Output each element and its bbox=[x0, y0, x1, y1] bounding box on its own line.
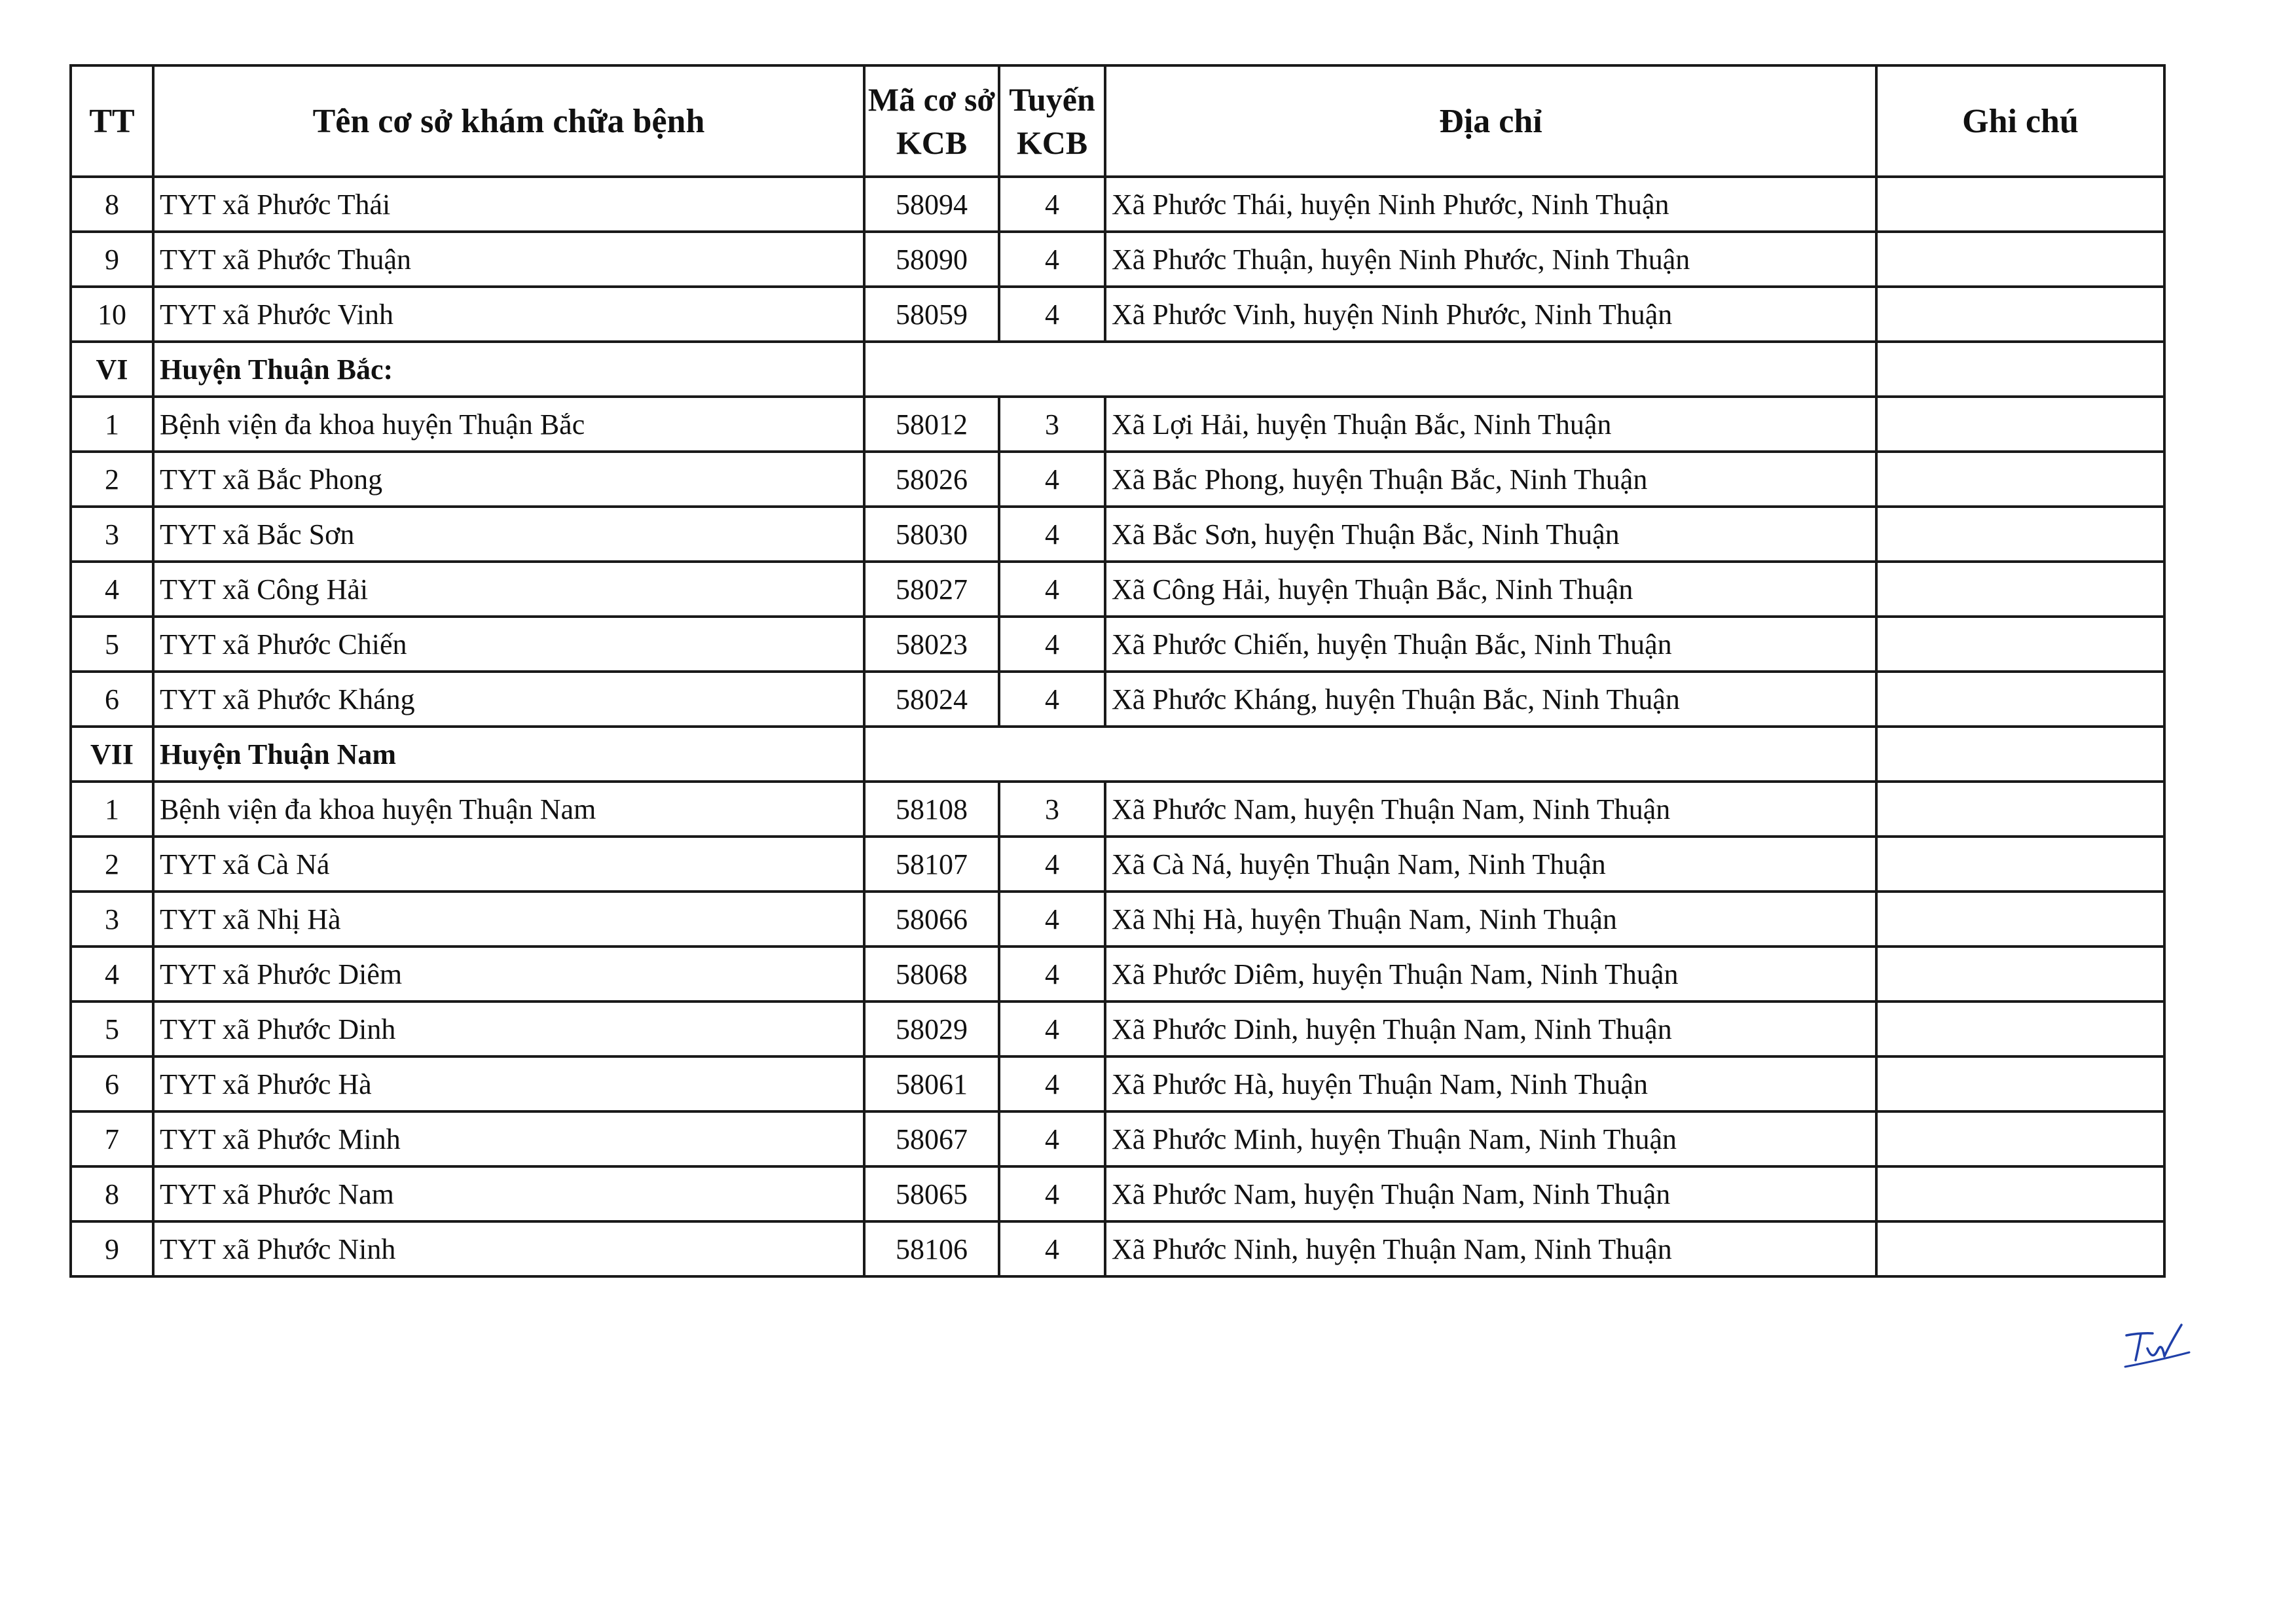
facility-name: TYT xã Cà Ná bbox=[153, 837, 864, 892]
group-blank bbox=[864, 342, 1876, 397]
row-number: 8 bbox=[71, 1166, 153, 1221]
facility-code: 58094 bbox=[864, 177, 999, 232]
handwritten-initials-icon bbox=[2121, 1316, 2200, 1375]
facility-name: Bệnh viện đa khoa huyện Thuận Nam bbox=[153, 782, 864, 837]
group-row bbox=[71, 342, 2164, 397]
table-row bbox=[71, 397, 2164, 452]
header-note: Ghi chú bbox=[1876, 65, 2164, 177]
facility-address: Xã Phước Chiến, huyện Thuận Bắc, Ninh Thuận bbox=[1105, 617, 1876, 672]
facility-code: 58012 bbox=[864, 397, 999, 452]
row-number: 4 bbox=[71, 947, 153, 1001]
facility-address: Xã Công Hải, huyện Thuận Bắc, Ninh Thuận bbox=[1105, 562, 1876, 617]
row-number: 3 bbox=[71, 892, 153, 947]
facility-address: Xã Bắc Sơn, huyện Thuận Bắc, Ninh Thuận bbox=[1105, 507, 1876, 562]
facility-name: TYT xã Phước Nam bbox=[153, 1166, 864, 1221]
facility-code: 58059 bbox=[864, 287, 999, 342]
header-facility-code: Mã cơ sở KCB bbox=[864, 65, 999, 177]
table-row bbox=[71, 1166, 2164, 1221]
table-row bbox=[71, 1056, 2164, 1111]
row-number: 10 bbox=[71, 287, 153, 342]
row-number: 4 bbox=[71, 562, 153, 617]
facility-address: Xã Phước Hà, huyện Thuận Nam, Ninh Thuận bbox=[1105, 1056, 1876, 1111]
facility-name: TYT xã Phước Minh bbox=[153, 1111, 864, 1166]
facility-address: Xã Lợi Hải, huyện Thuận Bắc, Ninh Thuận bbox=[1105, 397, 1876, 452]
row-number: 9 bbox=[71, 232, 153, 287]
facility-address: Xã Phước Minh, huyện Thuận Nam, Ninh Thuận bbox=[1105, 1111, 1876, 1166]
row-number: 6 bbox=[71, 672, 153, 727]
facility-name: TYT xã Bắc Phong bbox=[153, 452, 864, 507]
facility-code: 58029 bbox=[864, 1001, 999, 1056]
care-level: 4 bbox=[999, 1166, 1105, 1221]
care-level: 4 bbox=[999, 947, 1105, 1001]
row-number: 5 bbox=[71, 1001, 153, 1056]
facility-name: TYT xã Phước Diêm bbox=[153, 947, 864, 1001]
header-care-level: Tuyến KCB bbox=[999, 65, 1105, 177]
group-number: VI bbox=[71, 342, 153, 397]
facility-code: 58108 bbox=[864, 782, 999, 837]
group-title: Huyện Thuận Nam bbox=[153, 727, 864, 782]
care-level: 3 bbox=[999, 782, 1105, 837]
row-number: 3 bbox=[71, 507, 153, 562]
note-cell bbox=[1876, 452, 2164, 507]
facility-name: TYT xã Phước Chiến bbox=[153, 617, 864, 672]
group-title: Huyện Thuận Bắc: bbox=[153, 342, 864, 397]
facility-code: 58023 bbox=[864, 617, 999, 672]
table-row bbox=[71, 1221, 2164, 1276]
row-number: 5 bbox=[71, 617, 153, 672]
care-level: 3 bbox=[999, 397, 1105, 452]
table-row bbox=[71, 837, 2164, 892]
facility-name: TYT xã Phước Vinh bbox=[153, 287, 864, 342]
facility-name: TYT xã Công Hải bbox=[153, 562, 864, 617]
facility-code: 58068 bbox=[864, 947, 999, 1001]
facility-code: 58066 bbox=[864, 892, 999, 947]
facility-code: 58090 bbox=[864, 232, 999, 287]
table-row bbox=[71, 177, 2164, 232]
note-cell bbox=[1876, 782, 2164, 837]
table-row bbox=[71, 287, 2164, 342]
header-address: Địa chỉ bbox=[1105, 65, 1876, 177]
table-row bbox=[71, 672, 2164, 727]
note-cell bbox=[1876, 617, 2164, 672]
table-row bbox=[71, 452, 2164, 507]
table-row bbox=[71, 562, 2164, 617]
note-cell bbox=[1876, 837, 2164, 892]
row-number: 2 bbox=[71, 837, 153, 892]
facility-name: TYT xã Nhị Hà bbox=[153, 892, 864, 947]
table-body bbox=[71, 177, 2164, 1276]
facility-name: TYT xã Phước Kháng bbox=[153, 672, 864, 727]
care-level: 4 bbox=[999, 507, 1105, 562]
care-level: 4 bbox=[999, 892, 1105, 947]
group-blank bbox=[864, 727, 1876, 782]
facility-address: Xã Phước Ninh, huyện Thuận Nam, Ninh Thuận bbox=[1105, 1221, 1876, 1276]
facility-code: 58030 bbox=[864, 507, 999, 562]
care-level: 4 bbox=[999, 672, 1105, 727]
facility-address: Xã Phước Vinh, huyện Ninh Phước, Ninh Thuận bbox=[1105, 287, 1876, 342]
note-cell bbox=[1876, 397, 2164, 452]
facility-code: 58027 bbox=[864, 562, 999, 617]
row-number: 2 bbox=[71, 452, 153, 507]
facility-address: Xã Phước Thuận, huyện Ninh Phước, Ninh Thuận bbox=[1105, 232, 1876, 287]
facility-code: 58067 bbox=[864, 1111, 999, 1166]
facility-name: TYT xã Phước Dinh bbox=[153, 1001, 864, 1056]
facility-table bbox=[69, 64, 2166, 1278]
row-number: 7 bbox=[71, 1111, 153, 1166]
note-cell bbox=[1876, 562, 2164, 617]
facility-address: Xã Phước Diêm, huyện Thuận Nam, Ninh Thuận bbox=[1105, 947, 1876, 1001]
note-cell bbox=[1876, 1111, 2164, 1166]
facility-name: TYT xã Bắc Sơn bbox=[153, 507, 864, 562]
care-level: 4 bbox=[999, 287, 1105, 342]
care-level: 4 bbox=[999, 177, 1105, 232]
facility-address: Xã Phước Nam, huyện Thuận Nam, Ninh Thuận bbox=[1105, 1166, 1876, 1221]
row-number: 6 bbox=[71, 1056, 153, 1111]
care-level: 4 bbox=[999, 1056, 1105, 1111]
facility-address: Xã Cà Ná, huyện Thuận Nam, Ninh Thuận bbox=[1105, 837, 1876, 892]
note-cell bbox=[1876, 672, 2164, 727]
table-row bbox=[71, 947, 2164, 1001]
group-note bbox=[1876, 727, 2164, 782]
care-level: 4 bbox=[999, 1001, 1105, 1056]
note-cell bbox=[1876, 947, 2164, 1001]
care-level: 4 bbox=[999, 617, 1105, 672]
group-note bbox=[1876, 342, 2164, 397]
facility-code: 58024 bbox=[864, 672, 999, 727]
care-level: 4 bbox=[999, 837, 1105, 892]
note-cell bbox=[1876, 1001, 2164, 1056]
facility-code: 58026 bbox=[864, 452, 999, 507]
group-number: VII bbox=[71, 727, 153, 782]
row-number: 8 bbox=[71, 177, 153, 232]
header-tt: TT bbox=[71, 65, 153, 177]
table-row bbox=[71, 507, 2164, 562]
care-level: 4 bbox=[999, 1221, 1105, 1276]
care-level: 4 bbox=[999, 452, 1105, 507]
care-level: 4 bbox=[999, 232, 1105, 287]
care-level: 4 bbox=[999, 562, 1105, 617]
facility-address: Xã Phước Dinh, huyện Thuận Nam, Ninh Thuận bbox=[1105, 1001, 1876, 1056]
table-row bbox=[71, 232, 2164, 287]
note-cell bbox=[1876, 892, 2164, 947]
facility-address: Xã Phước Kháng, huyện Thuận Bắc, Ninh Thuận bbox=[1105, 672, 1876, 727]
note-cell bbox=[1876, 1166, 2164, 1221]
note-cell bbox=[1876, 232, 2164, 287]
table-row bbox=[71, 1111, 2164, 1166]
header-row bbox=[71, 65, 2164, 177]
facility-address: Xã Phước Nam, huyện Thuận Nam, Ninh Thuận bbox=[1105, 782, 1876, 837]
facility-name: Bệnh viện đa khoa huyện Thuận Bắc bbox=[153, 397, 864, 452]
table-row bbox=[71, 782, 2164, 837]
table-row bbox=[71, 617, 2164, 672]
row-number: 1 bbox=[71, 397, 153, 452]
care-level: 4 bbox=[999, 1111, 1105, 1166]
row-number: 1 bbox=[71, 782, 153, 837]
facility-code: 58107 bbox=[864, 837, 999, 892]
facility-name: TYT xã Phước Thái bbox=[153, 177, 864, 232]
note-cell bbox=[1876, 1056, 2164, 1111]
facility-name: TYT xã Phước Ninh bbox=[153, 1221, 864, 1276]
facility-code: 58065 bbox=[864, 1166, 999, 1221]
facility-address: Xã Nhị Hà, huyện Thuận Nam, Ninh Thuận bbox=[1105, 892, 1876, 947]
table-row bbox=[71, 1001, 2164, 1056]
note-cell bbox=[1876, 1221, 2164, 1276]
facility-code: 58106 bbox=[864, 1221, 999, 1276]
header-facility-name: Tên cơ sở khám chữa bệnh bbox=[153, 65, 864, 177]
note-cell bbox=[1876, 287, 2164, 342]
table-row bbox=[71, 892, 2164, 947]
note-cell bbox=[1876, 177, 2164, 232]
facility-address: Xã Bắc Phong, huyện Thuận Bắc, Ninh Thuận bbox=[1105, 452, 1876, 507]
facility-name: TYT xã Phước Thuận bbox=[153, 232, 864, 287]
note-cell bbox=[1876, 507, 2164, 562]
group-row bbox=[71, 727, 2164, 782]
facility-code: 58061 bbox=[864, 1056, 999, 1111]
facility-address: Xã Phước Thái, huyện Ninh Phước, Ninh Thuận bbox=[1105, 177, 1876, 232]
row-number: 9 bbox=[71, 1221, 153, 1276]
facility-name: TYT xã Phước Hà bbox=[153, 1056, 864, 1111]
